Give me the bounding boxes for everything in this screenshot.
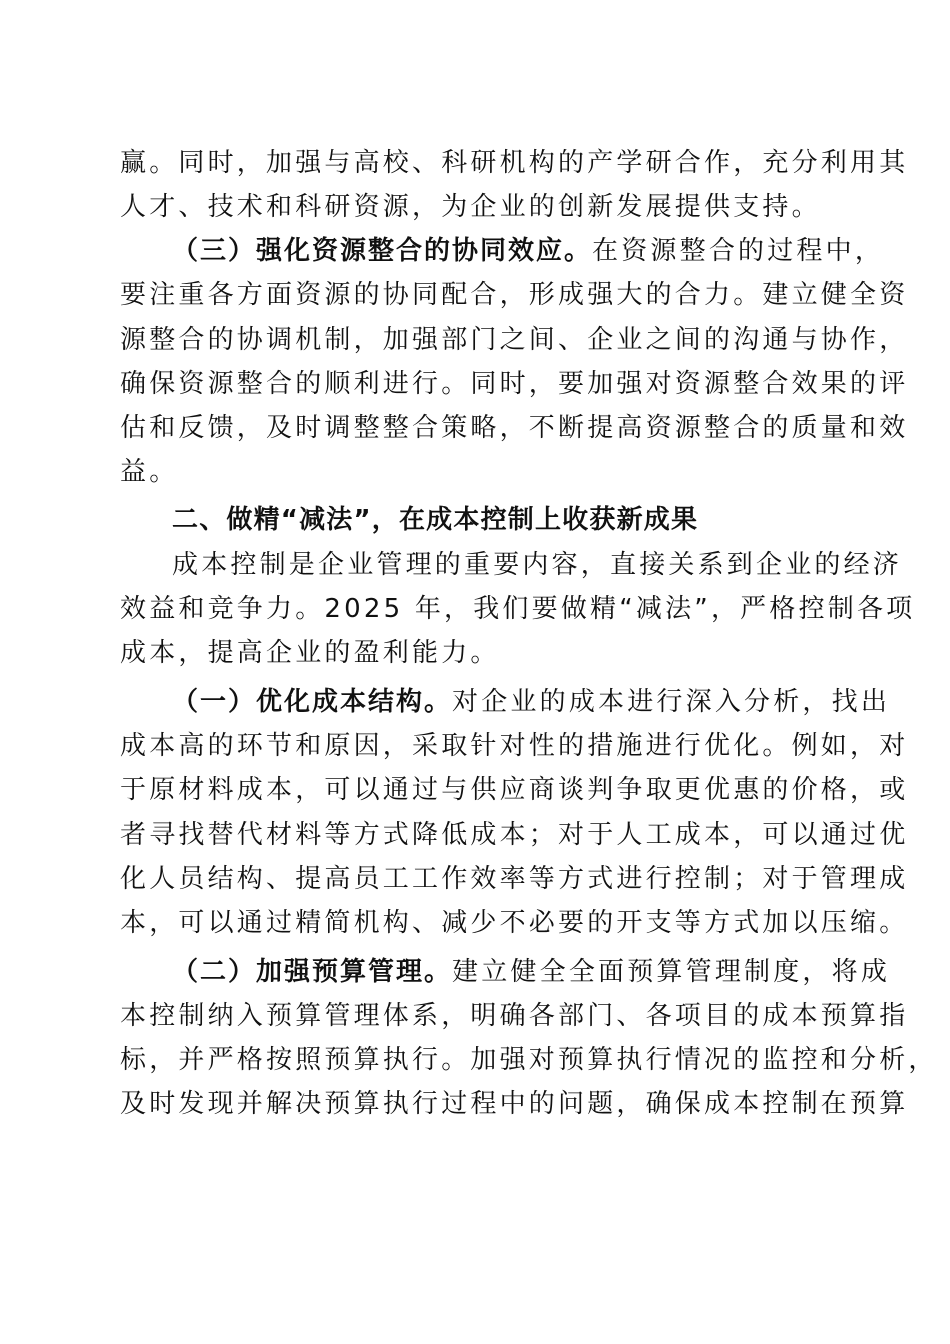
section-three-lead: （三）强化资源整合的协同效应。 — [172, 236, 593, 266]
paragraph-line: 本，可以通过精简机构、减少不必要的开支等方式加以压缩。 — [120, 908, 909, 938]
paragraph-line: 本控制纳入预算管理体系，明确各部门、各项目的成本预算指 — [120, 1001, 909, 1031]
sub-two-first-line — [172, 950, 891, 994]
paragraph-line: 效益和竞争力。2025 年，我们要做精“减法”，严格控制各项 — [120, 594, 916, 624]
sub-one-first-rest: 对企业的成本进行深入分析，找出 — [452, 687, 891, 717]
paragraph-line: 成本控制是企业管理的重要内容，直接关系到企业的经济 — [172, 550, 903, 580]
section-three-first-rest: 在资源整合的过程中， — [592, 236, 885, 266]
paragraph-line: 成本，提高企业的盈利能力。 — [120, 638, 500, 668]
paragraph-line: 者寻找替代材料等方式降低成本；对于人工成本，可以通过优 — [120, 820, 909, 850]
section-heading: 二、做精“减法”，在成本控制上收获新成果 — [172, 505, 699, 535]
paragraph-line: 赢。同时，加强与高校、科研机构的产学研合作，充分利用其 — [120, 148, 909, 178]
paragraph-line: 确保资源整合的顺利进行。同时，要加强对资源整合效果的评 — [120, 369, 909, 399]
sub-one-first-line — [172, 680, 891, 724]
paragraph-line: 化人员结构、提高员工工作效率等方式进行控制；对于管理成 — [120, 864, 909, 894]
paragraph-line: 标，并严格按照预算执行。加强对预算执行情况的监控和分析， — [120, 1045, 938, 1075]
sub-two-first-rest: 建立健全全面预算管理制度，将成 — [452, 957, 891, 987]
paragraph-line: 成本高的环节和原因，采取针对性的措施进行优化。例如，对 — [120, 731, 909, 761]
paragraph-line: 于原材料成本，可以通过与供应商谈判争取更优惠的价格，或 — [120, 775, 909, 805]
paragraph-line: 人才、技术和科研资源，为企业的创新发展提供支持。 — [120, 192, 821, 222]
paragraph-line: 源整合的协调机制，加强部门之间、企业之间的沟通与协作， — [120, 325, 909, 355]
sub-two-lead: （二）加强预算管理。 — [172, 957, 453, 987]
sub-one-lead: （一）优化成本结构。 — [172, 687, 453, 717]
paragraph-line: 估和反馈，及时调整整合策略，不断提高资源整合的质量和效 — [120, 413, 909, 443]
section-three-first-line — [172, 229, 885, 273]
paragraph-line: 益。 — [120, 457, 179, 487]
paragraph-line: 要注重各方面资源的协同配合，形成强大的合力。建立健全资 — [120, 280, 909, 310]
paragraph-line: 及时发现并解决预算执行过程中的问题，确保成本控制在预算 — [120, 1089, 909, 1119]
